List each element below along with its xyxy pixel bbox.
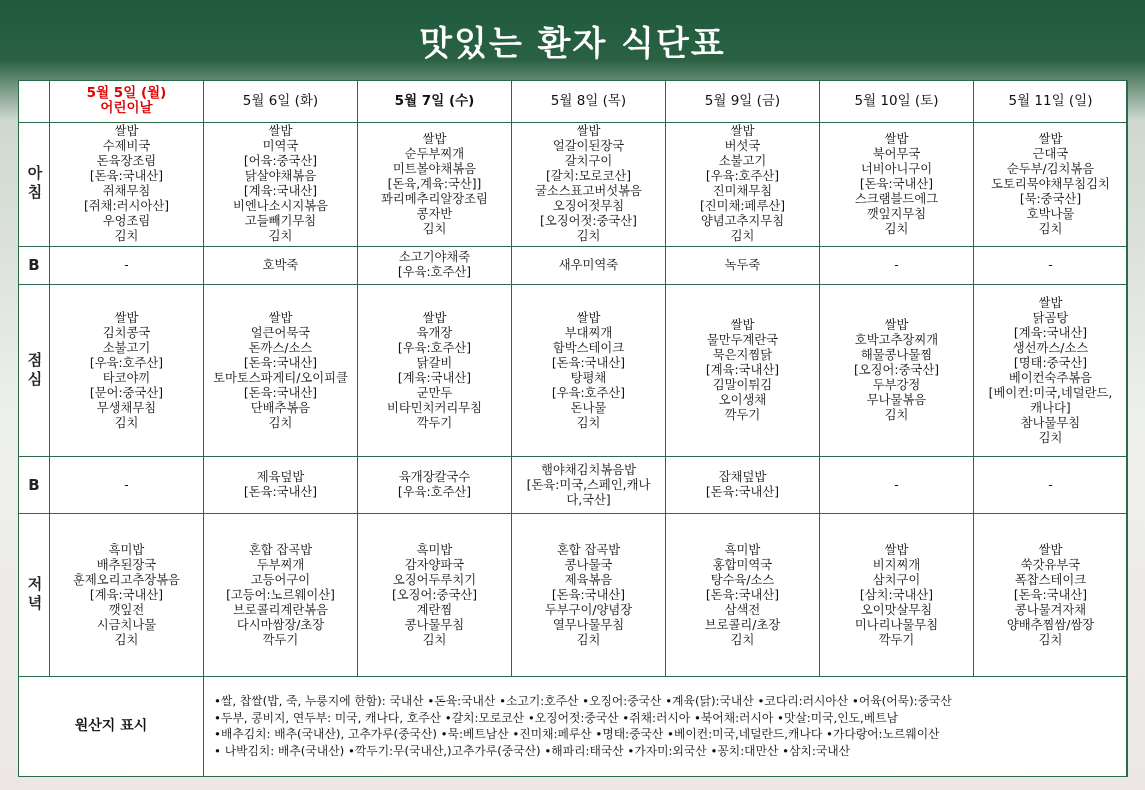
menu-cell bbox=[512, 457, 666, 514]
menu-item: [돈육:국내산] bbox=[89, 169, 164, 184]
menu-item: - bbox=[124, 477, 129, 492]
date-label: 5월 10일 (토) bbox=[854, 92, 939, 109]
menu-item: 쌀밥 bbox=[1038, 542, 1063, 557]
menu-item: 부대찌개 bbox=[564, 325, 613, 340]
menu-cell bbox=[358, 285, 512, 457]
menu-cell bbox=[512, 514, 666, 677]
date-header-6 bbox=[974, 81, 1128, 123]
menu-item: [우육:호주산] bbox=[705, 169, 780, 184]
menu-item: 돈나물 bbox=[570, 400, 607, 415]
date-label: 5월 11일 (일) bbox=[1008, 92, 1093, 109]
menu-item: 쌀밥 bbox=[884, 542, 909, 557]
menu-item: 김치 bbox=[422, 632, 447, 647]
menu-item: 순두부/김치볶음 bbox=[1006, 161, 1095, 176]
menu-item: 브로콜리계란볶음 bbox=[232, 602, 329, 617]
date-label: 5월 9일 (금) bbox=[704, 92, 781, 109]
menu-item: - bbox=[894, 477, 899, 492]
menu-item: 육개장칼국수 bbox=[398, 470, 471, 485]
menu-cell bbox=[512, 246, 666, 285]
menu-item: [돈육,계육:국산]] bbox=[387, 176, 482, 191]
menu-item: 깍두기 bbox=[262, 632, 299, 647]
date-header-0 bbox=[50, 81, 204, 123]
menu-item: 김치 bbox=[884, 408, 909, 423]
menu-item: [묵:중국산] bbox=[1019, 191, 1082, 206]
menu-cell bbox=[204, 514, 358, 677]
menu-item: 흑미밥 bbox=[724, 542, 761, 557]
menu-item: 오이생채 bbox=[718, 393, 767, 408]
menu-item: 쌀밥 bbox=[114, 310, 139, 325]
menu-item: 쌀밥 bbox=[422, 310, 447, 325]
date-header-2 bbox=[358, 81, 512, 123]
menu-item: 우엉조림 bbox=[102, 214, 151, 229]
menu-item: 굴소스표고버섯볶음 bbox=[535, 184, 642, 199]
menu-item: 폭찹스테이크 bbox=[1014, 572, 1087, 587]
menu-item: 시금치나물 bbox=[96, 617, 157, 632]
menu-item: 햄야채김치볶음밥 bbox=[540, 462, 637, 477]
menu-cell bbox=[50, 246, 204, 285]
menu-item: 김치 bbox=[268, 229, 293, 244]
menu-item: - bbox=[124, 257, 129, 272]
origin-line: •쌀, 찹쌀(밥, 죽, 누룽지에 한함): 국내산 •돈육:국내산 •소고기:호주산 •오징어:중국산 •계육(닭):국내산 •코다리:러시아산 •어육(어묵):중국산 bbox=[214, 694, 952, 709]
menu-item: [돈육:국내산] bbox=[859, 176, 934, 191]
menu-cell bbox=[358, 122, 512, 246]
menu-item: 콩자반 bbox=[416, 206, 453, 221]
menu-item: 순두부찌개 bbox=[404, 146, 465, 161]
menu-item: 깻잎전 bbox=[108, 602, 145, 617]
menu-item: 쌀밥 bbox=[422, 131, 447, 146]
menu-cell bbox=[512, 122, 666, 246]
origin-row bbox=[19, 676, 1128, 776]
menu-item: 제육덮밥 bbox=[256, 470, 305, 485]
menu-item: 쌀밥 bbox=[268, 124, 293, 139]
menu-cell bbox=[820, 457, 974, 514]
menu-item: [돈육:국내산] bbox=[551, 355, 626, 370]
menu-item: 브로콜리/초장 bbox=[704, 617, 781, 632]
menu-cell bbox=[974, 285, 1128, 457]
menu-cell bbox=[974, 246, 1128, 285]
menu-item: 김치 bbox=[114, 632, 139, 647]
menu-item: 흑미밥 bbox=[416, 542, 453, 557]
menu-item: 오징어두루치기 bbox=[392, 572, 477, 587]
menu-cell bbox=[974, 457, 1128, 514]
menu-item: 김치 bbox=[114, 229, 139, 244]
menu-item: 쑥갓유부국 bbox=[1020, 557, 1081, 572]
menu-item: 콩나물무침 bbox=[404, 617, 465, 632]
holiday-label: 어린이날 bbox=[100, 100, 153, 117]
menu-item: 오징어젓무침 bbox=[552, 199, 625, 214]
menu-cell bbox=[974, 122, 1128, 246]
date-header-5 bbox=[820, 81, 974, 123]
menu-item: [오징어:중국산] bbox=[853, 363, 939, 378]
meal-label: 점심 bbox=[19, 285, 50, 457]
menu-item: [계육:국내산] bbox=[1013, 325, 1088, 340]
meal-label: 아침 bbox=[19, 122, 50, 246]
page-title: 맛있는 환자 식단표 bbox=[419, 23, 726, 64]
menu-item: [돈육:국내산] bbox=[243, 355, 318, 370]
menu-item: 열무나물무침 bbox=[552, 617, 625, 632]
menu-item: 비타민치커리무침 bbox=[386, 400, 483, 415]
meal-row-4 bbox=[19, 514, 1128, 677]
menu-item: 비지찌개 bbox=[872, 557, 921, 572]
menu-item: 미나리나물무침 bbox=[854, 617, 939, 632]
menu-item: [계육:국내산] bbox=[243, 184, 318, 199]
menu-item: [우육:호주산] bbox=[397, 265, 472, 280]
menu-item: 스크램블드에그 bbox=[854, 191, 939, 206]
menu-item: [명태:중국산] bbox=[1013, 355, 1088, 370]
menu-item: 비엔나소시지볶음 bbox=[232, 199, 329, 214]
menu-item: 김치 bbox=[730, 229, 755, 244]
menu-item: 삼색전 bbox=[724, 602, 761, 617]
menu-item: [진미채:페루산] bbox=[699, 199, 785, 214]
menu-item: 두부구이/양념장 bbox=[544, 602, 633, 617]
menu-item: 소불고기 bbox=[102, 340, 151, 355]
meal-row-1 bbox=[19, 246, 1128, 285]
origin-label: 원산지 표시 bbox=[19, 676, 204, 776]
menu-item: 쌀밥 bbox=[884, 131, 909, 146]
menu-item: 참나물무침 bbox=[1020, 415, 1081, 430]
menu-item: 쌀밥 bbox=[114, 124, 139, 139]
menu-item: 돈육장조림 bbox=[96, 154, 157, 169]
menu-item: 묵은지찜닭 bbox=[712, 348, 773, 363]
menu-item: [돈육:미국,스페인,캐나 bbox=[526, 477, 651, 492]
menu-item: 무생채무침 bbox=[96, 400, 157, 415]
date-label: 5월 6일 (화) bbox=[242, 92, 319, 109]
menu-item: [돈육:국내산] bbox=[243, 485, 318, 500]
date-header-4 bbox=[666, 81, 820, 123]
menu-item: 베이컨숙주볶음 bbox=[1008, 370, 1093, 385]
menu-item: 얼큰어묵국 bbox=[250, 325, 311, 340]
menu-item: 물만두계란국 bbox=[706, 333, 779, 348]
menu-item: 콩나물국 bbox=[564, 557, 613, 572]
menu-item: 혼합 잡곡밥 bbox=[248, 542, 313, 557]
menu-item: 호박고추장찌개 bbox=[854, 333, 939, 348]
menu-item: 김치 bbox=[268, 415, 293, 430]
date-header-3 bbox=[512, 81, 666, 123]
menu-item: [오징어:중국산] bbox=[391, 587, 477, 602]
menu-item: [베이컨:미국,네덜란드, bbox=[988, 385, 1113, 400]
menu-cell bbox=[820, 122, 974, 246]
menu-cell bbox=[820, 285, 974, 457]
date-label: 5월 8일 (목) bbox=[550, 92, 627, 109]
menu-item: 깍두기 bbox=[416, 415, 453, 430]
menu-item: 북어무국 bbox=[872, 146, 921, 161]
menu-item: - bbox=[894, 257, 899, 272]
menu-item: 김치 bbox=[114, 415, 139, 430]
menu-item: 쌀밥 bbox=[730, 318, 755, 333]
meal-row-0 bbox=[19, 122, 1128, 246]
menu-item: 김치 bbox=[576, 632, 601, 647]
date-header-row bbox=[19, 81, 1128, 123]
menu-item: 해물콩나물찜 bbox=[860, 348, 933, 363]
menu-item: [우육:호주산] bbox=[89, 355, 164, 370]
menu-item: 수제비국 bbox=[102, 139, 151, 154]
menu-item: 양배추찜쌈/쌈장 bbox=[1006, 617, 1095, 632]
menu-item: 김치 bbox=[1038, 430, 1063, 445]
menu-item: 육개장 bbox=[416, 325, 453, 340]
menu-item: 김치 bbox=[576, 415, 601, 430]
menu-item: 너비아니구이 bbox=[860, 161, 933, 176]
menu-cell bbox=[204, 457, 358, 514]
menu-item: 훈제오리고추장볶음 bbox=[73, 572, 180, 587]
menu-item: 쥐채무침 bbox=[102, 184, 151, 199]
menu-cell bbox=[666, 246, 820, 285]
menu-item: [계육:국내산] bbox=[397, 370, 472, 385]
menu-item: 깻잎지무침 bbox=[866, 206, 927, 221]
menu-item: 탕평채 bbox=[570, 370, 607, 385]
menu-item: 얼갈이된장국 bbox=[552, 139, 625, 154]
menu-item: 두부찌개 bbox=[256, 557, 305, 572]
date-label: 5월 7일 (수) bbox=[394, 92, 475, 109]
menu-cell bbox=[50, 457, 204, 514]
menu-item: 두부강정 bbox=[872, 378, 921, 393]
menu-cell bbox=[50, 514, 204, 677]
menu-item: 양념고추지무침 bbox=[700, 214, 785, 229]
menu-cell bbox=[666, 122, 820, 246]
menu-item: 소고기야채죽 bbox=[398, 250, 471, 265]
menu-cell bbox=[358, 514, 512, 677]
menu-item: 쌀밥 bbox=[1038, 131, 1063, 146]
corner-cell bbox=[19, 81, 50, 123]
meal-label: B bbox=[19, 457, 50, 514]
menu-item: 버섯국 bbox=[724, 139, 761, 154]
menu-item: 김말이튀김 bbox=[712, 378, 773, 393]
menu-item: [돈육:국내산] bbox=[551, 587, 626, 602]
menu-item: 소불고기 bbox=[718, 154, 767, 169]
menu-cell bbox=[204, 122, 358, 246]
menu-item: 계란찜 bbox=[416, 602, 453, 617]
menu-item: [어육:중국산] bbox=[243, 154, 318, 169]
menu-item: 꽈리메추리알장조림 bbox=[381, 191, 488, 206]
menu-cell bbox=[820, 246, 974, 285]
menu-item: 쌀밥 bbox=[1038, 295, 1063, 310]
origin-text bbox=[204, 676, 1128, 776]
meal-plan-table bbox=[18, 80, 1128, 777]
menu-cell bbox=[666, 457, 820, 514]
menu-item: 쌀밥 bbox=[730, 124, 755, 139]
menu-cell bbox=[358, 246, 512, 285]
menu-item: 쌀밥 bbox=[576, 124, 601, 139]
menu-item: 김치 bbox=[422, 221, 447, 236]
menu-cell bbox=[358, 457, 512, 514]
menu-item: 김치 bbox=[576, 229, 601, 244]
menu-item: 탕수육/소스 bbox=[710, 572, 775, 587]
menu-cell bbox=[50, 285, 204, 457]
menu-item: [삼치:국내산] bbox=[859, 587, 934, 602]
menu-cell bbox=[204, 285, 358, 457]
menu-cell bbox=[666, 514, 820, 677]
menu-item: 다시마쌈장/초장 bbox=[236, 617, 325, 632]
menu-item: 단배추볶음 bbox=[250, 400, 311, 415]
menu-item: 쌀밥 bbox=[884, 318, 909, 333]
menu-item: 새우미역죽 bbox=[558, 257, 619, 272]
menu-item: 쌀밥 bbox=[576, 310, 601, 325]
menu-item: [계육:국내산] bbox=[705, 363, 780, 378]
menu-item: 감자양파국 bbox=[404, 557, 465, 572]
menu-item: 콩나물겨자채 bbox=[1014, 602, 1087, 617]
menu-item: - bbox=[1048, 477, 1053, 492]
menu-cell bbox=[820, 514, 974, 677]
menu-item: [우육:호주산] bbox=[551, 385, 626, 400]
menu-item: 혼합 잡곡밥 bbox=[556, 542, 621, 557]
meal-row-2 bbox=[19, 285, 1128, 457]
menu-item: 미역국 bbox=[262, 139, 299, 154]
menu-item: 쌀밥 bbox=[268, 310, 293, 325]
menu-item: - bbox=[1048, 257, 1053, 272]
menu-cell bbox=[974, 514, 1128, 677]
menu-item: 호박죽 bbox=[262, 257, 299, 272]
menu-item: 오이맛살무침 bbox=[860, 602, 933, 617]
menu-item: 김치 bbox=[1038, 632, 1063, 647]
menu-item: 캐나다] bbox=[1030, 400, 1071, 415]
menu-item: 흑미밥 bbox=[108, 542, 145, 557]
menu-item: 깍두기 bbox=[878, 632, 915, 647]
origin-line: • 나박김치: 배추(국내산) •깍두기:무(국내산,)고추가루(중국산) •해파리:태국산 •가자미:외국산 •꽁치:대만산 •삼치:국내산 bbox=[214, 743, 851, 758]
menu-cell bbox=[50, 122, 204, 246]
origin-line: •두부, 콩비지, 연두부: 미국, 캐나다, 호주산 •갈치:모로코산 •오징어젓:중국산 •쥐채:러시아 •북어채:러시아 •맛살:미국,인도,베트남 bbox=[214, 710, 898, 725]
menu-table-sheet bbox=[18, 80, 1127, 777]
menu-item: 고등어구이 bbox=[250, 572, 311, 587]
menu-item: 김치 bbox=[884, 221, 909, 236]
menu-item: 녹두죽 bbox=[724, 257, 761, 272]
menu-item: [쥐채:러시아산] bbox=[83, 199, 169, 214]
menu-item: [돈육:국내산] bbox=[243, 385, 318, 400]
menu-item: [돈육:국내산] bbox=[1013, 587, 1088, 602]
menu-item: 군만두 bbox=[416, 385, 453, 400]
menu-item: 함박스테이크 bbox=[552, 340, 625, 355]
menu-item: 김치 bbox=[730, 632, 755, 647]
menu-item: 토마토스파게티/오이피클 bbox=[213, 370, 348, 385]
menu-item: 닭살야채볶음 bbox=[244, 169, 317, 184]
menu-cell bbox=[512, 285, 666, 457]
meal-row-3 bbox=[19, 457, 1128, 514]
menu-item: 닭갈비 bbox=[416, 355, 453, 370]
meal-label: 저녁 bbox=[19, 514, 50, 677]
menu-item: 다,국산] bbox=[566, 492, 611, 507]
menu-item: 김치콩국 bbox=[102, 325, 151, 340]
menu-item: 도토리묵야채무침김치 bbox=[991, 176, 1110, 191]
menu-item: 무나물볶음 bbox=[866, 393, 927, 408]
date-header-1 bbox=[204, 81, 358, 123]
menu-item: 타코야끼 bbox=[102, 370, 151, 385]
date-label: 5월 5일 (월) bbox=[86, 85, 167, 102]
menu-item: 홍합미역국 bbox=[712, 557, 773, 572]
menu-item: [돈육:국내산] bbox=[705, 587, 780, 602]
menu-item: 삼치구이 bbox=[872, 572, 921, 587]
menu-item: 잡채덮밥 bbox=[718, 470, 767, 485]
menu-item: 고들빼기무침 bbox=[244, 214, 317, 229]
menu-cell bbox=[666, 285, 820, 457]
menu-item: 생선까스/소스 bbox=[1012, 340, 1089, 355]
menu-item: 닭곰탕 bbox=[1032, 310, 1069, 325]
origin-line: •배추김치: 배추(국내산), 고추가루(중국산) •묵:베트남산 •진미채:페루산 •명태:중국산 •베이컨:미국,네덜란드,캐나다 •가다랑어:노르웨이산 bbox=[214, 727, 940, 742]
menu-item: [문어:중국산] bbox=[89, 385, 164, 400]
menu-item: [갈치:모로코산] bbox=[545, 169, 631, 184]
menu-item: 돈까스/소스 bbox=[248, 340, 313, 355]
menu-item: 제육볶음 bbox=[564, 572, 613, 587]
menu-item: [계육:국내산] bbox=[89, 587, 164, 602]
menu-item: [돈육:국내산] bbox=[705, 485, 780, 500]
menu-item: 호박나물 bbox=[1026, 206, 1075, 221]
menu-item: 배추된장국 bbox=[96, 557, 157, 572]
menu-item: [우육:호주산] bbox=[397, 485, 472, 500]
menu-cell bbox=[204, 246, 358, 285]
menu-item: 진미채무침 bbox=[712, 184, 773, 199]
menu-item: [오징어젓:중국산] bbox=[540, 214, 637, 229]
menu-item: [고등어:노르웨이산] bbox=[226, 587, 335, 602]
menu-item: 갈치구이 bbox=[564, 154, 613, 169]
meal-label: B bbox=[19, 246, 50, 285]
menu-item: 근대국 bbox=[1032, 146, 1069, 161]
menu-item: 미트볼야채볶음 bbox=[392, 161, 477, 176]
menu-item: [우육:호주산] bbox=[397, 340, 472, 355]
menu-item: 김치 bbox=[1038, 221, 1063, 236]
menu-item: 깍두기 bbox=[724, 408, 761, 423]
